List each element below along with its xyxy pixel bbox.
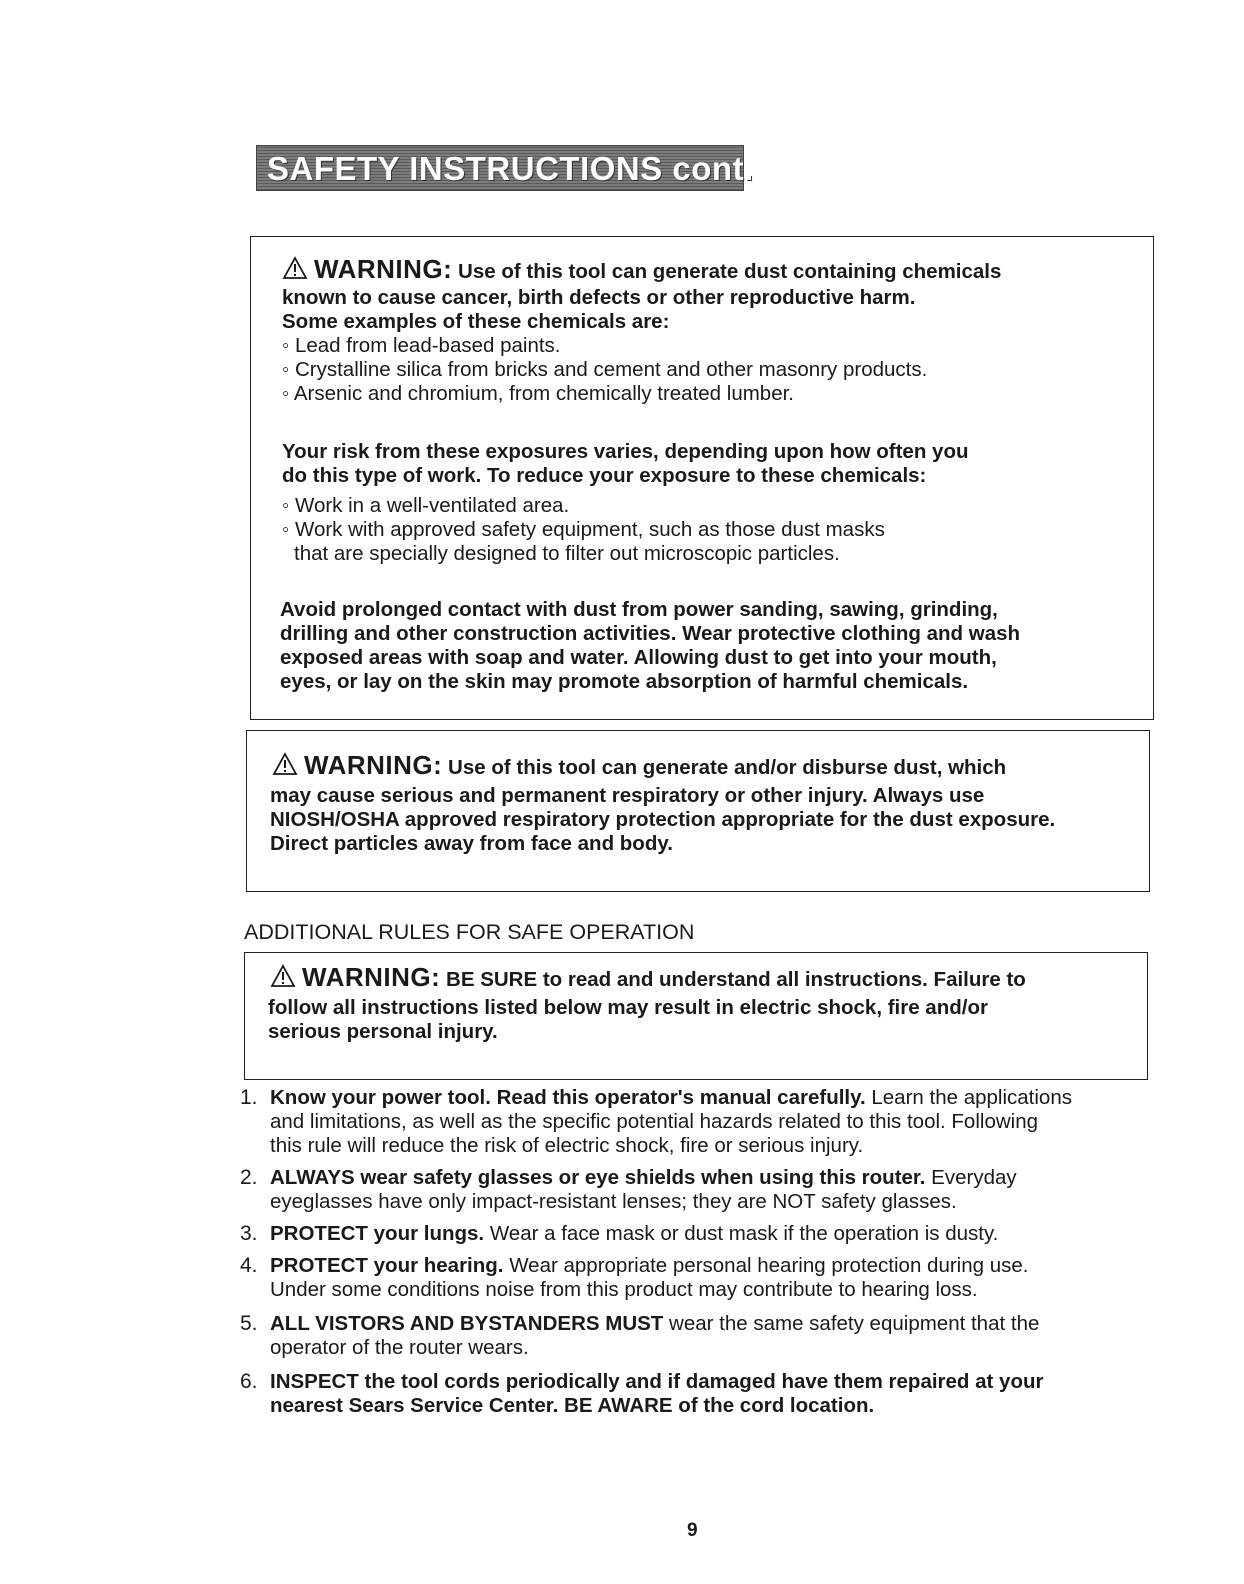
warning-text: follow all instructions listed below may result in electric shock, fire and/or	[268, 996, 988, 1019]
list-item-continued: that are specially designed to filter out microscopic particles.	[294, 542, 840, 565]
list-item-number: 3.	[240, 1222, 258, 1245]
warning-heading	[272, 752, 1006, 780]
list-item: ALWAYS wear safety glasses or eye shields when using this router. Everyday	[270, 1166, 1017, 1189]
warning-text: Some examples of these chemicals are:	[282, 310, 670, 333]
warning-text: Your risk from these exposures varies, depending upon how often you	[282, 440, 969, 463]
warning-triangle-icon	[270, 964, 296, 988]
warning-text: Direct particles away from face and body.	[270, 832, 673, 855]
warning-label: WARNING:	[302, 962, 441, 992]
list-item-continued: this rule will reduce the risk of electric shock, fire or serious injury.	[270, 1134, 864, 1157]
warning-text: may cause serious and permanent respiratory or other injury. Always use	[270, 784, 985, 807]
list-item-number: 5.	[240, 1312, 258, 1335]
warning-text: Use of this tool can generate dust containing chemicals	[458, 260, 1002, 283]
list-item: ◦ Crystalline silica from bricks and cement and other masonry products.	[282, 358, 928, 381]
list-item: ◦ Work with approved safety equipment, such as those dust masks	[282, 518, 885, 541]
list-item-number: 4.	[240, 1254, 258, 1277]
list-item-continued: nearest Sears Service Center. BE AWARE of the cord location.	[270, 1394, 875, 1417]
list-item-continued: Under some conditions noise from this product may contribute to hearing loss.	[270, 1278, 978, 1301]
warning-text: Use of this tool can generate and/or disburse dust, which	[448, 756, 1007, 779]
list-item-continued: eyeglasses have only impact-resistant lenses; they are NOT safety glasses.	[270, 1190, 957, 1213]
list-item-number: 2.	[240, 1166, 258, 1189]
list-item: PROTECT your hearing. Wear appropriate personal hearing protection during use.	[270, 1254, 1029, 1277]
list-item: ◦ Work in a well-ventilated area.	[282, 494, 570, 517]
list-item-number: 1.	[240, 1086, 258, 1109]
list-item: ◦ Lead from lead-based paints.	[282, 334, 561, 357]
warning-triangle-icon	[272, 752, 298, 776]
list-item: ALL VISTORS AND BYSTANDERS MUST wear the same safety equipment that the	[270, 1312, 1040, 1335]
warning-label: WARNING:	[304, 750, 443, 780]
warning-heading	[270, 964, 1026, 992]
list-item-number: 6.	[240, 1370, 258, 1393]
warning-text: exposed areas with soap and water. Allowing dust to get into your mouth,	[280, 646, 997, 669]
warning-label: WARNING:	[314, 254, 453, 284]
page-number: 9	[687, 1520, 698, 1541]
warning-text: Avoid prolonged contact with dust from power sanding, sawing, grinding,	[280, 598, 998, 621]
page-title: SAFETY INSTRUCTIONS cont.	[267, 150, 754, 187]
section-heading: ADDITIONAL RULES FOR SAFE OPERATION	[244, 920, 695, 944]
warning-heading	[282, 256, 1001, 284]
warning-text: BE SURE to read and understand all instructions. Failure to	[446, 968, 1026, 991]
list-item: PROTECT your lungs. Wear a face mask or dust mask if the operation is dusty.	[270, 1222, 999, 1245]
list-item: INSPECT the tool cords periodically and if damaged have them repaired at your	[270, 1370, 1044, 1393]
warning-text: do this type of work. To reduce your exposure to these chemicals:	[282, 464, 927, 487]
section-banner	[256, 145, 754, 191]
warning-text: eyes, or lay on the skin may promote absorption of harmful chemicals.	[280, 670, 969, 693]
warning-text: known to cause cancer, birth defects or other reproductive harm.	[282, 286, 916, 309]
list-item-continued: and limitations, as well as the specific potential hazards related to this tool. Following	[270, 1110, 1039, 1133]
warning-text: serious personal injury.	[268, 1020, 498, 1043]
list-item: Know your power tool. Read this operator's manual carefully. Learn the applications	[270, 1086, 1072, 1109]
list-item: ◦ Arsenic and chromium, from chemically treated lumber.	[282, 382, 795, 405]
list-item-continued: operator of the router wears.	[270, 1336, 529, 1359]
warning-triangle-icon	[282, 256, 308, 280]
warning-text: NIOSH/OSHA approved respiratory protection appropriate for the dust exposure.	[270, 808, 1056, 831]
warning-text: drilling and other construction activities. Wear protective clothing and wash	[280, 622, 1021, 645]
